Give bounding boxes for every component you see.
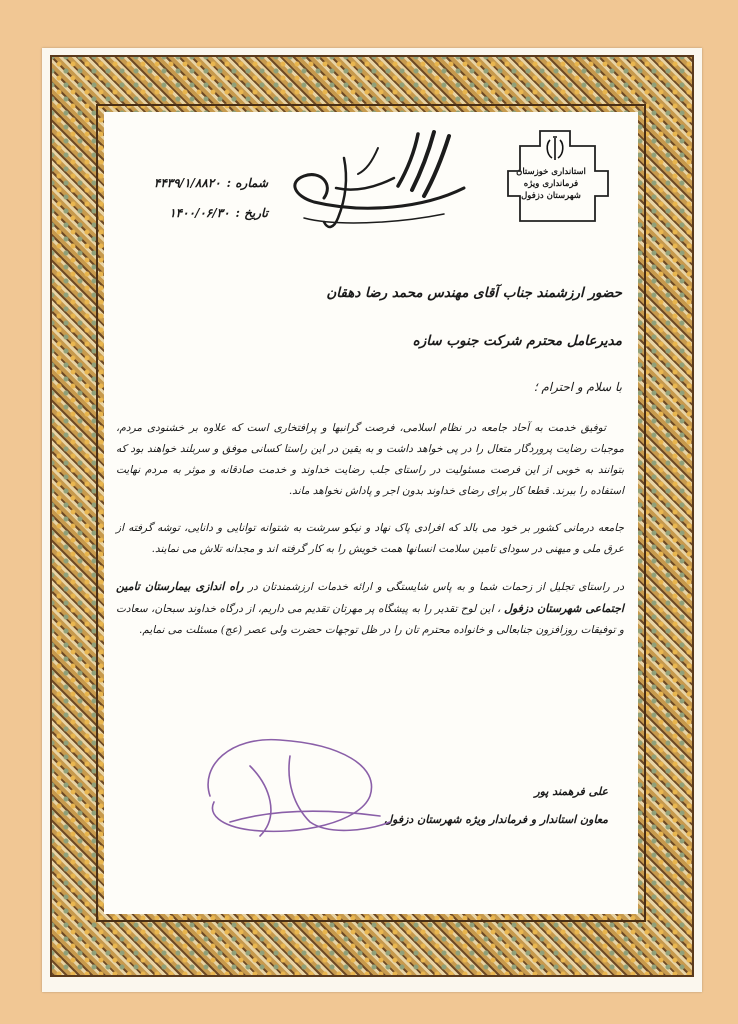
signatory-title: معاون استاندار و فرماندار ویژه شهرستان دزفول [384,813,608,826]
iran-emblem-icon [547,137,563,160]
letterhead [498,126,618,236]
letter-date: تاریخ : ۱۴۰۰/۰۶/۳۰ [169,206,268,220]
project-name: راه اندازی بیمارستان تامین اجتماعی شهرستان دزفول [116,580,624,615]
addressee-name: حضور ارزشمند جناب آقای مهندس محمد رضا دهقان [326,285,622,301]
organization-name: استانداری خوزستان فرمانداری ویژه شهرستان دزفول [516,167,586,201]
bismillah-calligraphy [274,118,474,238]
letter-body [116,418,624,657]
signatory-name: علی فرهمند پور [534,785,608,798]
handwritten-signature [190,726,400,846]
letter-number: شماره : ۴۴۳۹/۱/۸۸۲۰ [153,176,268,190]
letter-meta [118,168,268,228]
body-paragraph-2: جامعه درمانی کشور بر خود می بالد که افرادی پاک نهاد و نیکو سرشت به شتوانه توانایی و دانایی، توشه گرفته از عرق ملی و میهنی در سودای تامین سلامت انسانها همت خویش را به کار گرفته اند و مجدانه تلاش می نمایند. [116,522,624,555]
greeting: با سلام و احترام ؛ [533,380,622,394]
body-paragraph-3: در راستای تجلیل از زحمات شما و به پاس شایستگی و ارائه خدمات ارزشمندتان در راه اندازی بیمارستان تامین اجتماعی شهرستان دزفول ، این لوح تقدیر را به پیشگاه پر مهرتان تقدیم می داریم، از درگاه خداوند سبحان، سعادت و توفیقات روزافزون جنابعالی و خانواده محترم تان را در ظل توجهات حضرت ولی عصر (عج) مسئلت می نمایم. [116,580,624,636]
addressee-title: مدیرعامل محترم شرکت جنوب سازه [412,333,622,349]
addressee [122,280,622,354]
certificate-content [104,112,638,914]
body-paragraph-1: توفیق خدمت به آحاد جامعه در نظام اسلامی، فرصت گرانبها و پرافتخاری است که علاوه بر خشنودی مردم، موجبات رضایت پروردگار متعال را در پی خواهد داشت و به یقین در این راستا کسانی موفق و سربلند خواهند بود که بتوانند به خوبی از این فرصت مسئولیت در راستای جلب رضایت خداوند و خدمت صادقانه و موثر به مردم نهایت استفاده را ببرند. قطعا کار برای رضای خداوند بدون اجر و پاداش نخواهد ماند. [116,422,624,497]
